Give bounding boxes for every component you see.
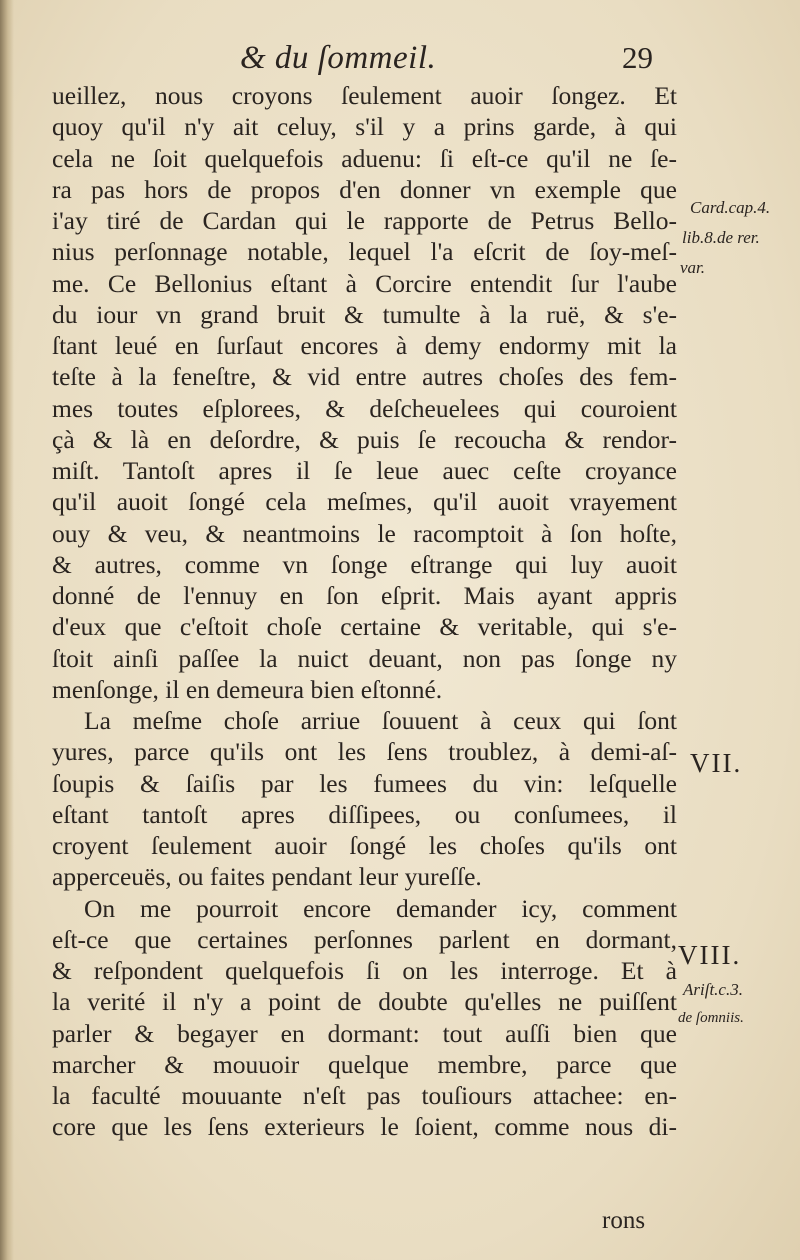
catchword: rons (602, 1207, 646, 1234)
text-line: La meſme choſe arriue ſouuent à ceux qui ſont (84, 706, 677, 735)
page-number: 29 (622, 40, 653, 75)
text-line: core que les ſens exterieurs le ſoient, comme nous di- (52, 1112, 677, 1142)
text-line: cela ne ſoit quelquefois aduenu: ſi eſt-ce qu'il ne ſe- (52, 143, 677, 173)
page-gutter-shadow (0, 0, 14, 1260)
text-line: marcher & mouuoir quelque membre, parce que (52, 1049, 677, 1079)
section-mark-viii: VIII. (678, 940, 742, 970)
text-line: ſtoit ainſi paſſee la nuict deuant, non pas ſonge ny (52, 643, 677, 673)
body-text (52, 80, 677, 1143)
text-line: teſte à la feneſtre, & vid entre autres choſes des fem- (52, 362, 677, 392)
margin-note-aristotle: de ſomniis. (678, 1010, 744, 1026)
text-line: d'eux que c'eſtoit choſe certaine & veritable, qui s'e- (52, 612, 677, 642)
page-header (0, 26, 800, 76)
text-line: me. Ce Bellonius eſtant à Corcire entendit ſur l'aube (52, 268, 677, 298)
margin-note-cardan: Card.cap.4. (690, 198, 771, 217)
text-line: ouy & veu, & neantmoins le racomptoit à ſon hoſte, (52, 518, 677, 548)
text-line: nius perſonnage notable, lequel l'a eſcrit de ſoy-meſ- (52, 237, 677, 267)
margin-note-aristotle: Ariſt.c.3. (683, 980, 743, 999)
text-line: menſonge, il en demeura bien eſtonné. (52, 674, 443, 704)
text-line: mes toutes eſplorees, & deſcheuelees qui couroient (52, 393, 677, 423)
margin-note-cardan: var. (680, 258, 706, 277)
text-line: donné de l'ennuy en ſon eſprit. Mais ayant appris (52, 581, 677, 610)
running-head: & du ſommeil. (240, 40, 437, 76)
text-line: miſt. Tantoſt apres il ſe leue auec ceſte croyance (52, 456, 677, 485)
text-line: quoy qu'il n'y ait celuy, s'il y a prins garde, à qui (52, 112, 677, 142)
section-mark-vii: VII. (690, 748, 743, 778)
text-line: la faculté mouuante n'eſt pas touſiours attachee: en- (52, 1081, 677, 1110)
text-line: eſt-ce que certaines perſonnes parlent en dormant, (52, 924, 677, 954)
text-line: & reſpondent quelquefois ſi on les interroge. Et à (52, 956, 677, 985)
text-line: apperceuës, ou faites pendant leur yureſſe. (52, 862, 482, 892)
text-line: qu'il auoit ſongé cela meſmes, qu'il auoit vrayement (52, 487, 677, 517)
text-line: la verité il n'y a point de doubte qu'elles ne puiſſent (52, 987, 677, 1017)
margin-note-cardan: lib.8.de rer. (682, 228, 760, 247)
text-line: croyent ſeulement auoir ſongé les choſes qu'ils ont (52, 831, 677, 860)
text-line: parler & begayer en dormant: tout auſſi bien que (52, 1018, 677, 1048)
text-line: çà & là en deſordre, & puis ſe recoucha & rendor- (52, 424, 677, 454)
text-line: eſtant tantoſt apres diſſipees, ou conſumees, il (52, 799, 677, 829)
text-line: yures, parce qu'ils ont les ſens troublez, à demi-aſ- (52, 737, 677, 767)
text-line: On me pourroit encore demander icy, comment (84, 893, 677, 923)
text-line: ſoupis & ſaiſis par les fumees du vin: leſquelle (52, 768, 677, 798)
text-line: ſtant leué en ſurſaut encores à demy endormy mit la (52, 331, 677, 360)
text-line: du iour vn grand bruit & tumulte à la ruë, & s'e- (52, 299, 677, 329)
text-line: i'ay tiré de Cardan qui le rapporte de Petrus Bello- (52, 206, 677, 235)
text-line: ra pas hors de propos d'en donner vn exemple que (52, 174, 677, 204)
text-line: ueillez, nous croyons ſeulement auoir ſongez. Et (52, 81, 677, 110)
text-line: & autres, comme vn ſonge eſtrange qui luy auoit (52, 549, 677, 579)
